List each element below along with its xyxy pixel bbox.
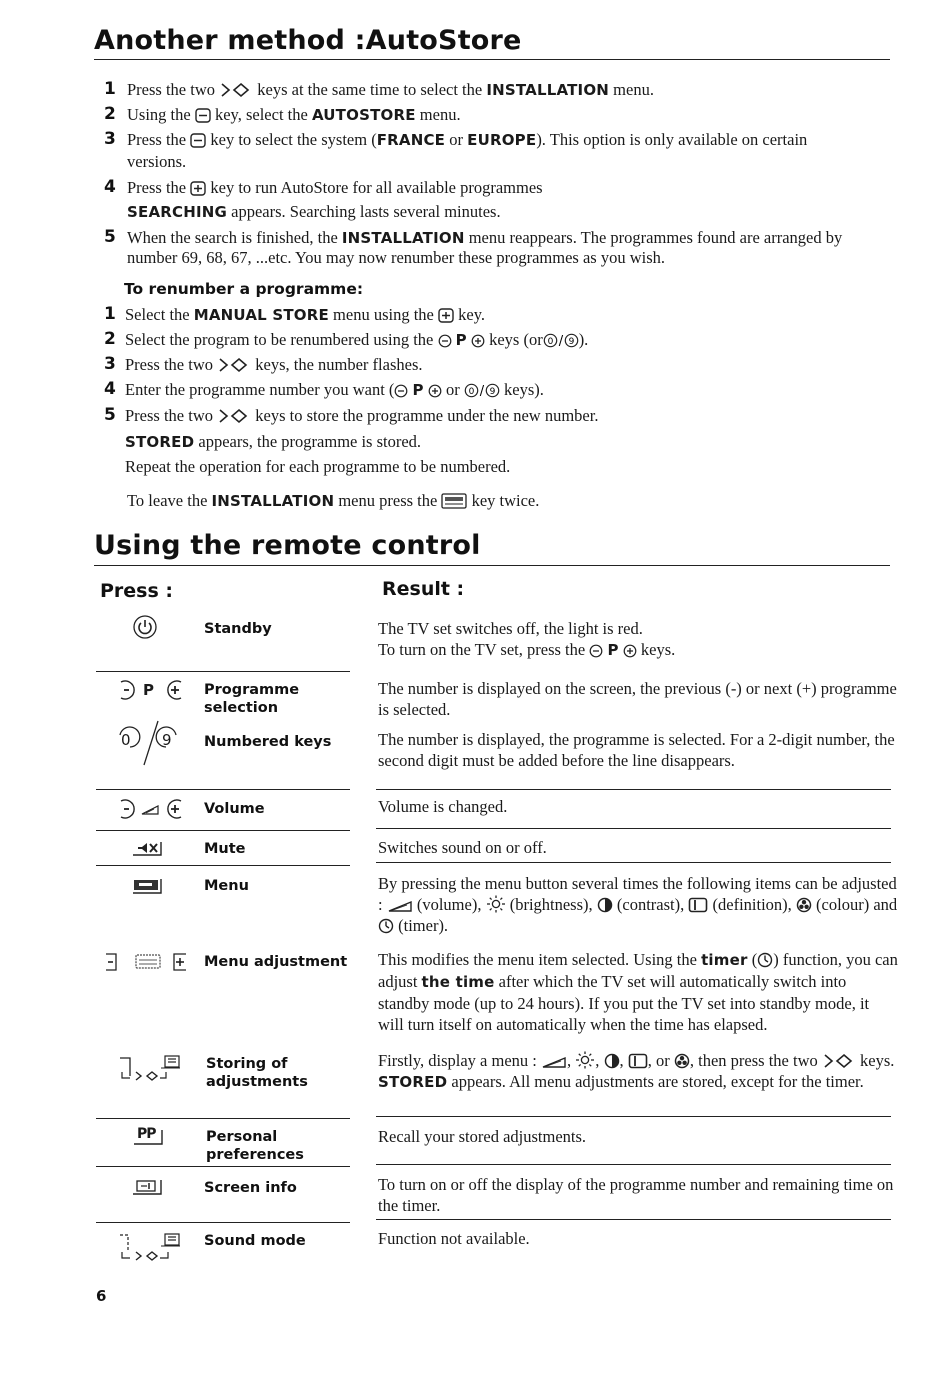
minus-key-icon <box>195 108 211 123</box>
autostore-step-4-cont: SEARCHING appears. Searching lasts several minutes. <box>127 202 501 221</box>
leave-line: To leave the INSTALLATION menu press the key twice. <box>127 491 540 510</box>
minus-circle-icon <box>438 334 452 348</box>
row-divider <box>96 830 350 831</box>
press-column-heading: Press : <box>100 580 174 602</box>
definition-icon <box>628 1053 648 1069</box>
step-number: 5 <box>104 405 116 425</box>
step-number: 2 <box>104 104 116 124</box>
renumber-step-2: Select the program to be renumbered using the P keys (or 0 / 9 ). <box>125 330 589 349</box>
brightness-icon <box>486 895 506 913</box>
volume-result: Volume is changed. <box>378 797 508 816</box>
timer-icon <box>757 952 773 968</box>
row-divider <box>376 862 891 863</box>
storing-keys-icon <box>116 1052 186 1088</box>
timer-icon <box>378 918 394 934</box>
mute-result: Switches sound on or off. <box>378 838 547 857</box>
plus-circle-icon <box>471 334 485 348</box>
step-number: 4 <box>104 177 116 197</box>
plus-key-icon <box>190 181 206 196</box>
renumber-step-4: Enter the programme number you want ( P or 0 / 9 keys). <box>125 380 544 399</box>
numbered-keys-result: The number is displayed, the programme is selected. For a 2-digit number, the second digit must be added before the line disappears. <box>378 730 895 770</box>
programme-p-label: P <box>143 681 155 699</box>
screen-info-key-icon <box>130 1177 164 1197</box>
plus-key-icon <box>438 308 454 323</box>
autostore-step-5: When the search is finished, the INSTALLATION menu reappears. The programmes found are arranged by <box>127 228 843 247</box>
menu-adjustment-label: Menu adjustment <box>204 954 348 970</box>
storing-result: Firstly, display a menu : , , , , or , then press the two keys. STORED appears. All menu adjustments are stored, except for the timer. <box>378 1051 895 1091</box>
numbered-keys-label: Numbered keys <box>204 734 332 750</box>
row-divider <box>376 1116 891 1117</box>
remote-heading: Using the remote control <box>94 530 481 561</box>
diamond-keys-icon <box>822 1053 856 1069</box>
row-divider <box>96 789 350 790</box>
step-number: 5 <box>104 227 116 247</box>
personal-preferences-key-text: PP <box>137 1126 156 1142</box>
volume-label: Volume <box>204 801 265 817</box>
svg-text:/: / <box>479 384 485 398</box>
renumber-step-1: Select the MANUAL STORE menu using the key. <box>125 305 486 324</box>
sound-mode-keys-icon <box>116 1228 186 1266</box>
digit-9-label: 9 <box>162 731 172 749</box>
standby-label: Standby <box>204 621 272 637</box>
diamond-keys-icon <box>217 357 251 373</box>
storing-label: Storing of adjustments <box>206 1056 308 1090</box>
programme-result: The number is displayed on the screen, the previous (-) or next (+) programme is selected. <box>378 679 897 719</box>
menu-adjust-keys-icon <box>102 950 194 974</box>
mute-icon <box>130 839 164 859</box>
colour-icon <box>796 897 812 913</box>
sound-mode-label: Sound mode <box>204 1233 306 1249</box>
page-number: 6 <box>96 1287 107 1305</box>
row-divider <box>376 1164 891 1165</box>
minus-circle-icon <box>589 644 603 658</box>
stored-line: STORED appears, the programme is stored. <box>125 432 422 451</box>
autostore-rule <box>94 59 890 60</box>
step-number: 3 <box>104 129 116 149</box>
standby-result: The TV set switches off, the light is red. To turn on the TV set, press the P keys. <box>378 619 676 659</box>
menu-key-icon <box>441 493 467 509</box>
brightness-icon <box>575 1051 595 1069</box>
step-number: 4 <box>104 379 116 399</box>
autostore-step-2: Using the key, select the AUTOSTORE menu. <box>127 105 461 124</box>
digit-0-label: 0 <box>121 731 131 749</box>
menu-key-icon <box>130 876 164 896</box>
svg-text:/: / <box>558 334 563 348</box>
plus-circle-icon <box>428 384 442 398</box>
volume-keys-icon <box>116 797 186 821</box>
renumber-step-3: Press the two keys, the number flashes. <box>125 355 423 374</box>
diamond-keys-icon <box>219 82 253 98</box>
autostore-heading: Another method :AutoStore <box>94 25 522 56</box>
mute-label: Mute <box>204 841 246 857</box>
volume-icon <box>387 900 413 913</box>
digit-0-key-icon <box>543 333 579 348</box>
sound-mode-result: Function not available. <box>378 1229 530 1248</box>
step-number: 1 <box>104 79 116 99</box>
menu-adjustment-result: This modifies the menu item selected. Using the timer ( ) function, you can adjust the time after which the TV set will automatically switch into standby mode (up to 24 hours). If you put the TV set into standby mode, it will turn itself on automatically when the time has elapsed. <box>378 950 898 1034</box>
row-divider <box>376 789 891 790</box>
row-divider <box>376 1219 891 1220</box>
renumber-step-5: Press the two keys to store the programme under the new number. <box>125 406 599 425</box>
autostore-step-5-cont: number 69, 68, 67, ...etc. You may now renumber these programmes as you wish. <box>127 248 665 267</box>
step-number: 3 <box>104 354 116 374</box>
menu-label: Menu <box>204 878 249 894</box>
screen-info-label: Screen info <box>204 1180 297 1196</box>
step-number: 2 <box>104 329 116 349</box>
row-divider <box>96 671 350 672</box>
digit-keys-icon <box>464 383 500 398</box>
colour-icon <box>674 1053 690 1069</box>
svg-text:0: 0 <box>547 337 554 347</box>
menu-result: By pressing the menu button several times the following items can be adjusted : (volume), (brightness), (contrast), (definition), (colour) and (timer). <box>378 874 898 935</box>
row-divider <box>96 1166 350 1167</box>
screen-info-result: To turn on or off the display of the programme number and remaining time on the timer. <box>378 1175 894 1215</box>
step-number: 1 <box>104 304 116 324</box>
svg-text:9: 9 <box>489 387 496 397</box>
personal-preferences-label: Personal preferences <box>206 1129 304 1163</box>
remote-rule <box>94 565 890 566</box>
definition-icon <box>688 897 708 913</box>
row-divider <box>96 865 350 866</box>
row-divider <box>376 828 891 829</box>
autostore-step-3: Press the key to select the system (FRANCE or EUROPE). This option is only available on certain <box>127 130 808 149</box>
row-divider <box>96 1222 350 1223</box>
plus-circle-icon <box>623 644 637 658</box>
svg-text:0: 0 <box>468 387 475 397</box>
autostore-step-4: Press the key to run AutoStore for all available programmes <box>127 178 543 197</box>
svg-text:9: 9 <box>568 337 575 347</box>
minus-circle-icon <box>394 384 408 398</box>
standby-icon <box>132 614 158 640</box>
contrast-icon <box>604 1053 620 1069</box>
personal-preferences-result: Recall your stored adjustments. <box>378 1127 587 1146</box>
minus-key-icon <box>190 133 206 148</box>
repeat-line: Repeat the operation for each programme to be numbered. <box>125 457 511 476</box>
programme-label: Programme selection <box>204 682 300 716</box>
renumber-subheading: To renumber a programme: <box>124 280 364 298</box>
autostore-step-3-cont: versions. <box>127 152 187 171</box>
diamond-keys-icon <box>217 408 251 424</box>
result-column-heading: Result : <box>382 578 465 600</box>
autostore-step-1: Press the two keys at the same time to select the INSTALLATION menu. <box>127 80 654 99</box>
volume-icon <box>541 1056 567 1069</box>
row-divider <box>96 1118 350 1119</box>
contrast-icon <box>597 897 613 913</box>
